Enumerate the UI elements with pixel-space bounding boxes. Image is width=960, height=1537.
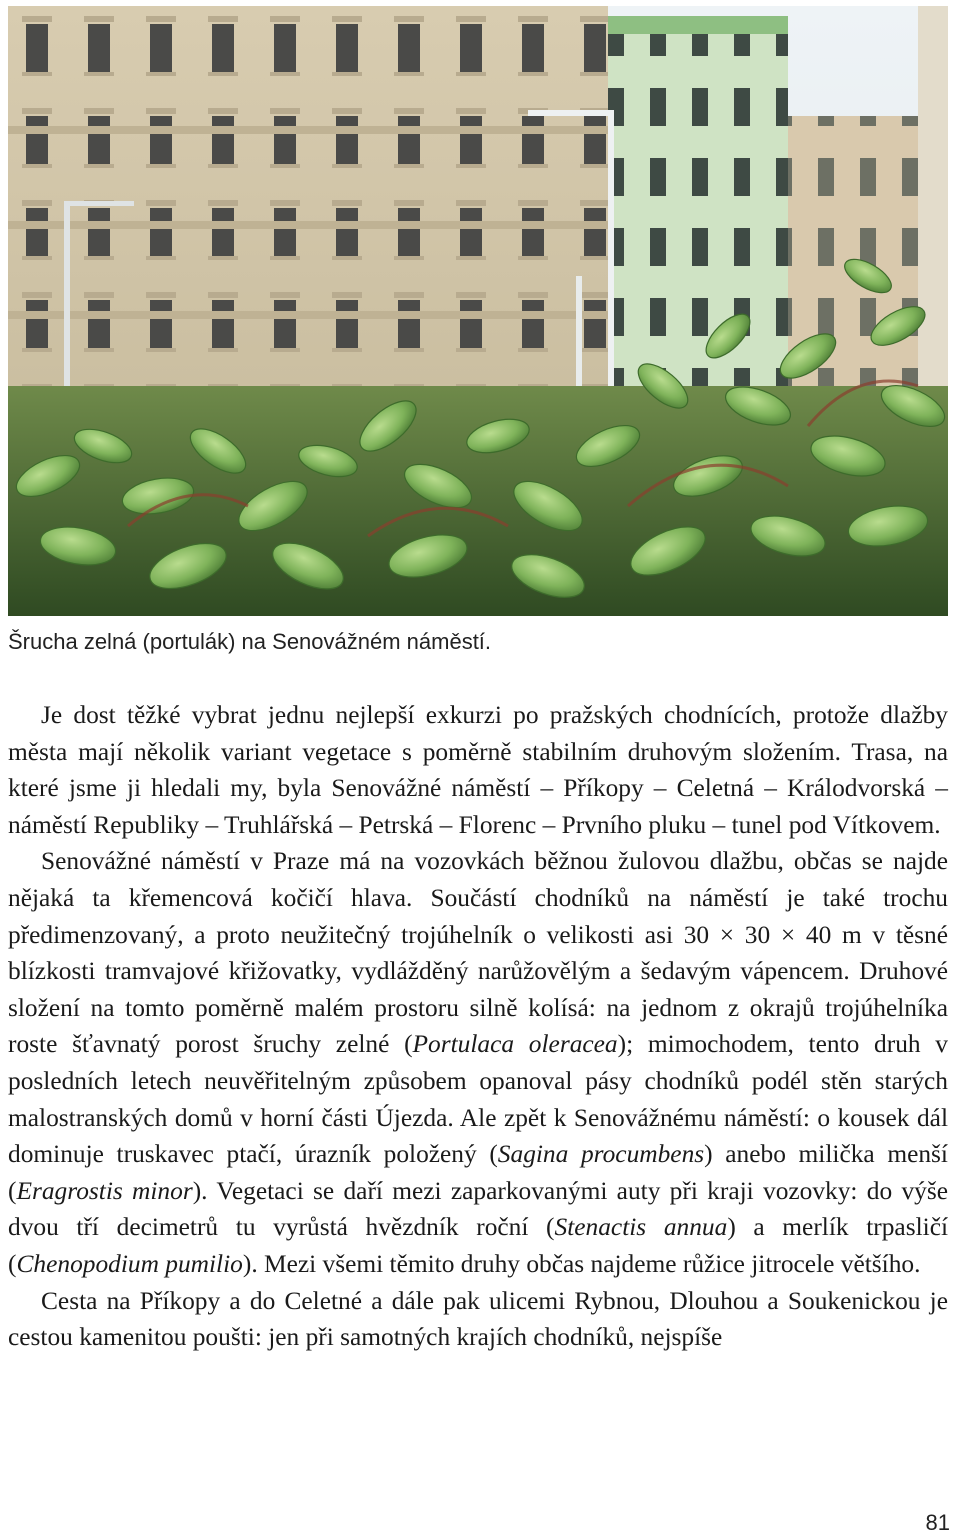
photo-illustration	[8, 6, 948, 616]
text-run: Je dost těžké vybrat jednu nejlepší exkurzi po pražských chodnících, protože dlažby města mají několik variant vegetace s poměrně stabilním druhovým složením. Trasa, na které jsme ji hledali my, byla Senovážné náměstí – Příkopy – Celetná – Králodvorská – náměstí Republiky – Truhlářská – Petrská – Florenc – Prvního pluku – tunel pod Vítkovem.	[8, 701, 948, 839]
species-name: Sagina procumbens	[497, 1140, 705, 1169]
figure-caption: Šrucha zelná (portulák) na Senovážném náměstí.	[8, 629, 492, 654]
page-number: 81	[925, 1510, 950, 1535]
paragraph-2	[8, 843, 948, 1282]
text-run: Cesta na Příkopy a do Celetné a dále pak ulicemi Rybnou, Dlouhou a Soukenickou je cestou kamenitou poušti: jen při samotných krajích chodníků, nejspíše	[8, 1286, 948, 1352]
text-run: ) a merlík trpasličí (	[8, 1213, 949, 1278]
paragraph-3	[8, 1283, 948, 1356]
species-name: Portulaca oleracea	[412, 1030, 618, 1059]
text-run: ). Vegetaci se daří mezi zaparkovanými auty při kraji vozovky: do výše dvou tří decimetrů tu vyrůstá hvězdník roční (	[8, 1176, 948, 1242]
species-name: Chenopodium pumilio	[16, 1249, 243, 1278]
body-text	[8, 697, 948, 1356]
text-run: Senovážné náměstí v Praze má na vozovkách běžnou žulovou dlažbu, občas se najde nějaká ta křemencová kočičí hlava. Součástí chodníků na náměstí je také trochu předimenzovaný, a proto neužitečný trojúhelník o velikosti asi 30 × 30 × 40 m v těsné blízkosti tramvajové křižovatky, vydlážděný narůžovělým a šedavým vápencem. Druhové složení na tomto poměrně malém prostoru silně kolísá: na jednom z okrajů trojúhelníka roste šťavnatý porost šruchy zelné (	[8, 847, 948, 1059]
text-run: ); mimochodem, tento druh v posledních letech neuvěřitelným způsobem opanoval pásy chodníků podél stěn starých malostranských domů v horní části Újezda. Ale zpět k Senovážnému náměstí: o kousek dál dominuje truskavec ptačí, úrazník položený (	[8, 1030, 948, 1169]
text-run: ). Mezi všemi těmito druhy občas najdeme růžice jitrocele většího.	[242, 1249, 921, 1278]
figure-photo	[8, 6, 948, 616]
paragraph-1	[8, 697, 948, 843]
species-name: Stenactis annua	[554, 1213, 728, 1242]
species-name: Eragrostis minor	[16, 1176, 193, 1205]
text-run: ) anebo milička menší (	[8, 1140, 948, 1205]
